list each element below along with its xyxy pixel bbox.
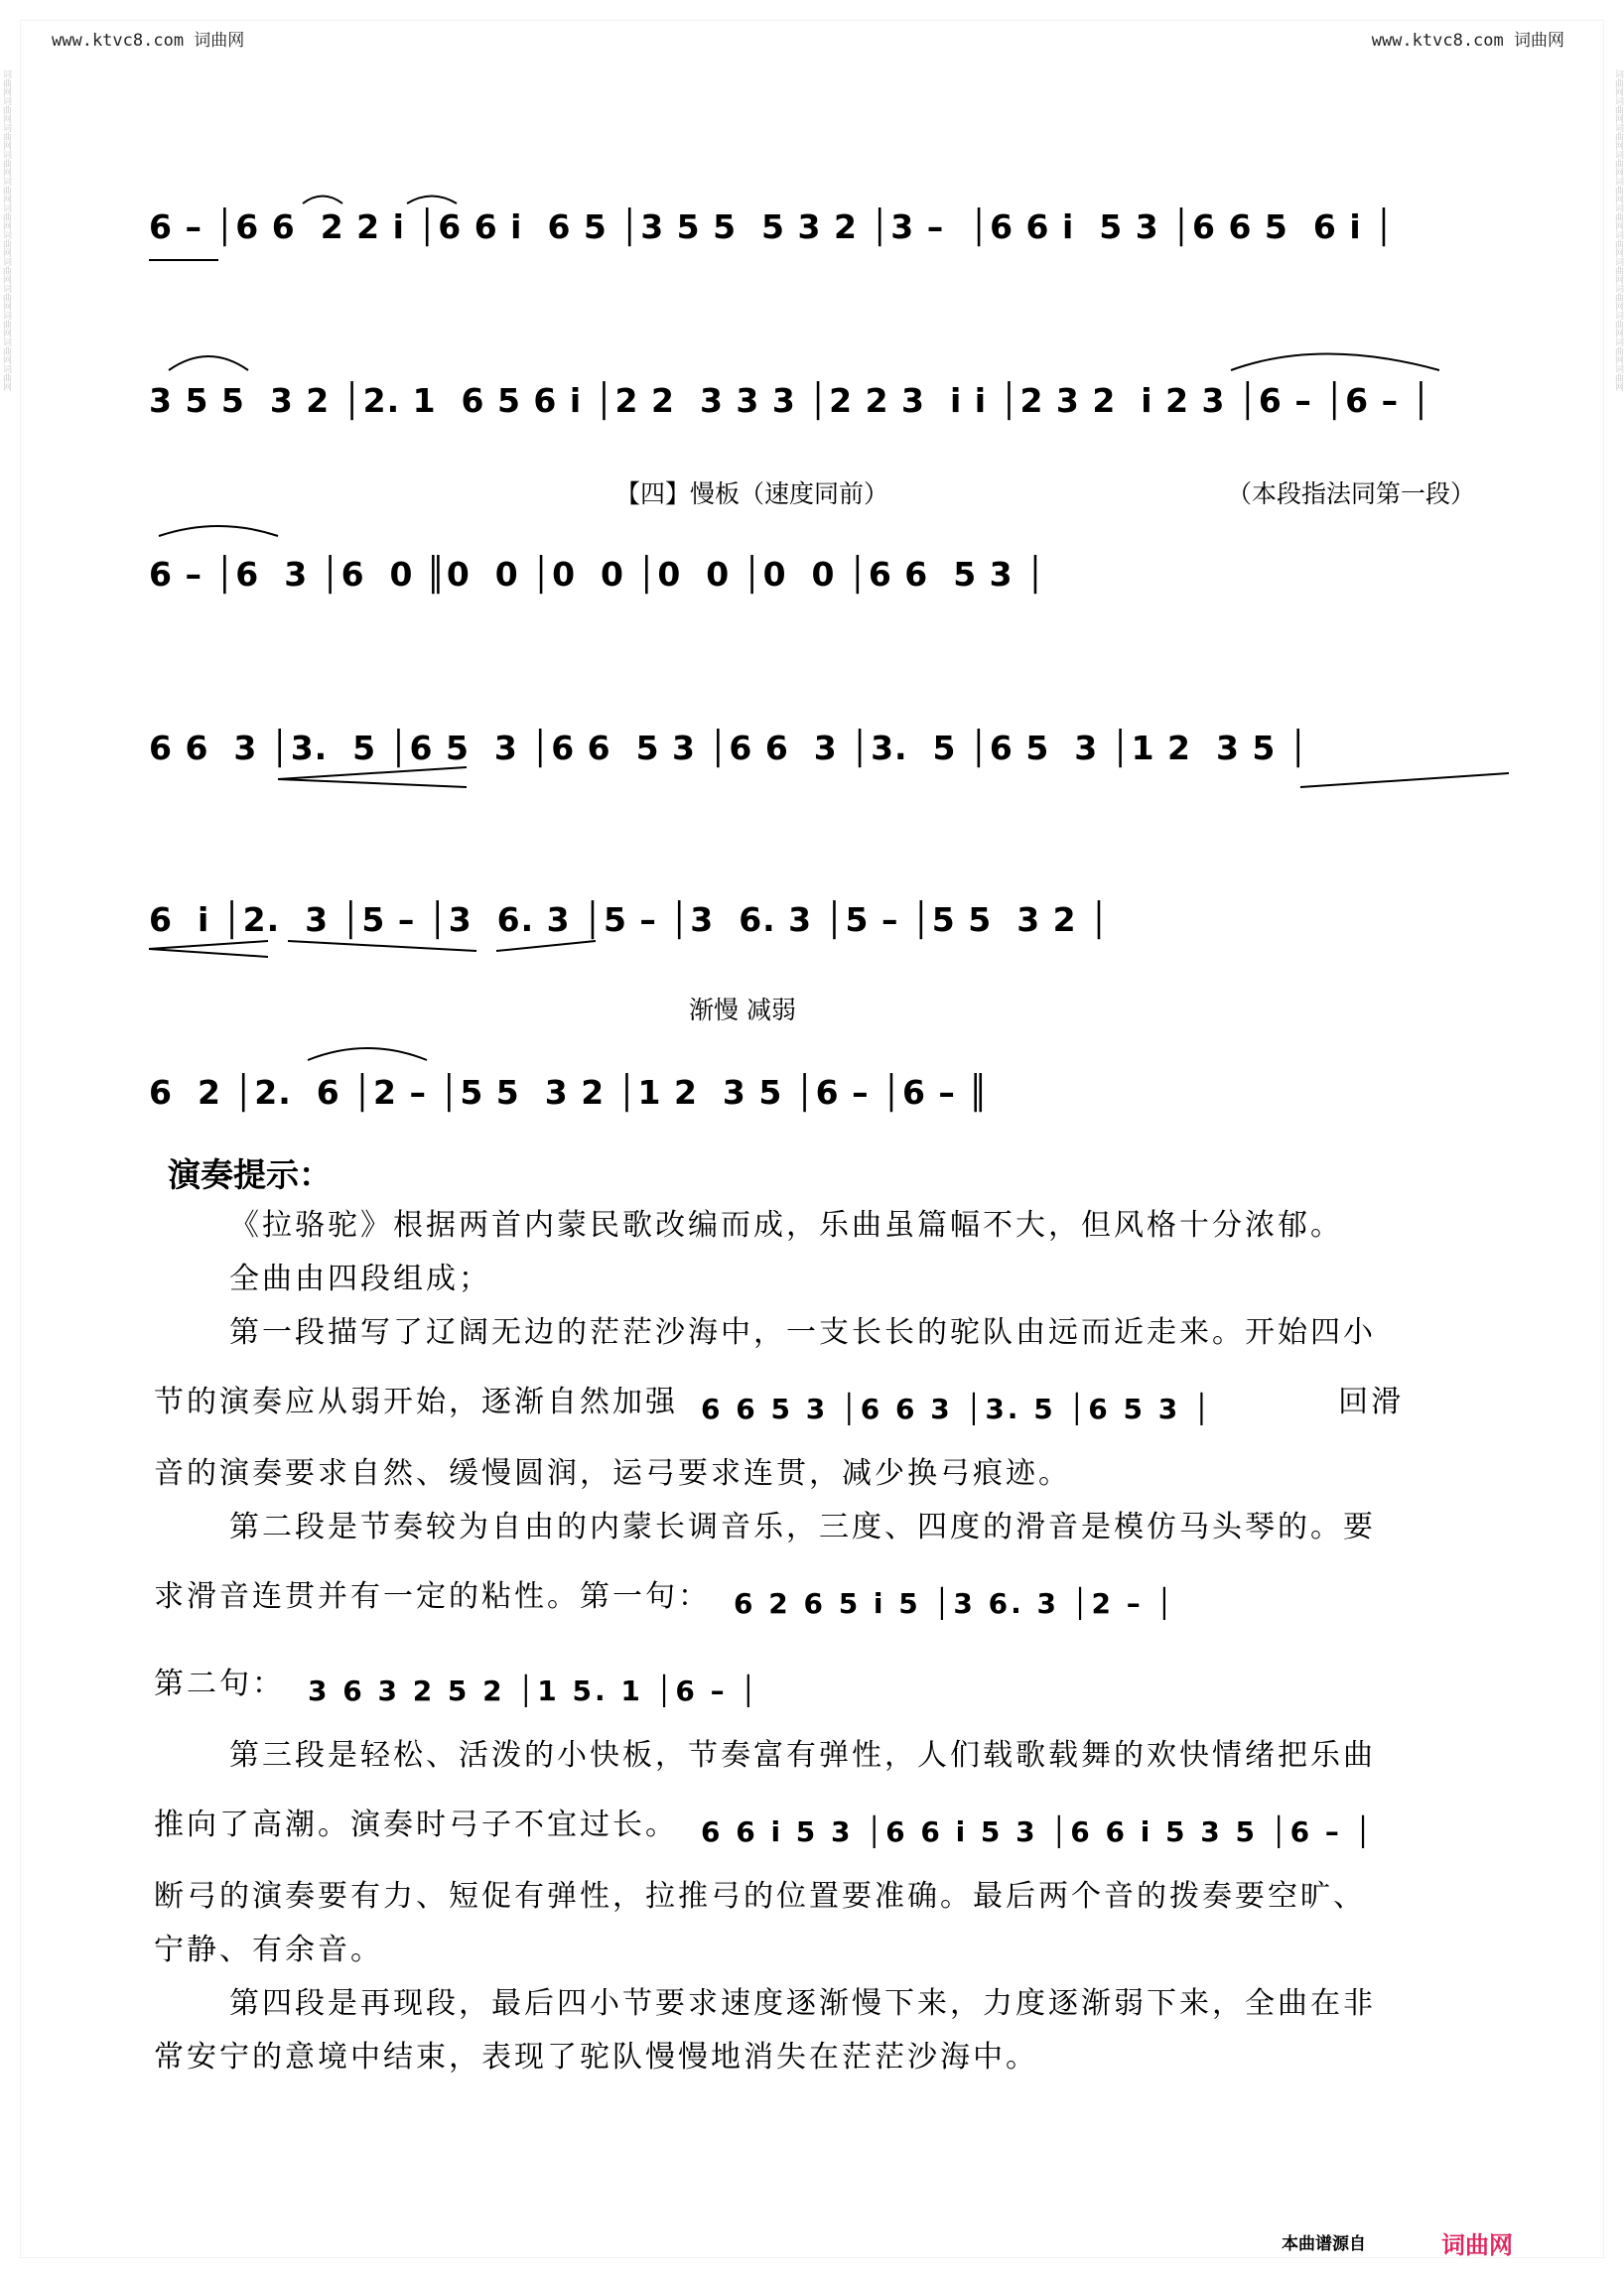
inline-score-3 xyxy=(308,1651,864,1720)
score-line-3 xyxy=(149,496,1525,615)
notes-paragraph-3b-pre: 节的演奏应从弱开始，逐渐自然加强 xyxy=(154,1385,678,1419)
notes-paragraph-4b xyxy=(154,1563,1484,1633)
notes-paragraph-5a: 第三段是轻松、活泼的小快板，节奏富有弹性，人们载歌载舞的欢快情绪把乐曲 xyxy=(229,1738,1376,1773)
notes-paragraph-5d: 宁静、有余音。 xyxy=(154,1933,383,1967)
tempo-mark: 渐慢 减弱 xyxy=(689,996,796,1024)
header-url-right[interactable]: www.ktvc8.com 词曲网 xyxy=(1371,31,1564,51)
footer-brand-link[interactable]: 词曲网 xyxy=(1441,2231,1513,2259)
score-line-2-notes: 3 5 5 3 2 │2. 1 6 5 6 i │2 2 3 3 3 │2 2 3 i i │2 3 2 i 2 3 │6 – │6 – │ xyxy=(149,381,1432,420)
inline-score-4 xyxy=(701,1792,1416,1861)
side-watermark-right: 词曲网词曲网词曲网词曲网词曲网词曲网词曲网词曲网词曲网词曲网词曲网词曲网 xyxy=(1613,69,1623,391)
notes-paragraph-5c: 断弓的演奏要有力、短促有弹性，拉推弓的位置要准确。最后两个音的拨奏要空旷、 xyxy=(154,1879,1366,1914)
score-line-1-notes: 6 – │6 6 2 2 i │6 6 i 6 5 │3 5 5 5 3 2 │3 – │6 6 i 5 3 │6 6 5 6 i │ xyxy=(149,207,1395,246)
notes-paragraph-2: 全曲由四段组成； xyxy=(229,1262,491,1296)
score-line-2 xyxy=(149,323,1525,442)
notes-paragraph-1: 《拉骆驼》根据两首内蒙民歌改编而成，乐曲虽篇幅不大，但风格十分浓郁。 xyxy=(229,1208,1343,1243)
score-line-3-notes: 6 – │6 3 │6 0 ║0 0 │0 0 │0 0 │0 0 │6 6 5 3 │ xyxy=(149,555,1047,594)
side-watermark-left: 词曲网词曲网词曲网词曲网词曲网词曲网词曲网词曲网词曲网词曲网词曲网词曲网 xyxy=(1,69,11,391)
notes-paragraph-3b-post: 回滑 xyxy=(1338,1385,1405,1419)
notes-paragraph-5b-pre: 推向了高潮。演奏时弓子不宜过长。 xyxy=(154,1808,678,1842)
notes-paragraph-6a: 第四段是再现段，最后四小节要求速度逐渐慢下来，力度逐渐弱下来，全曲在非 xyxy=(229,1986,1376,2021)
score-line-6 xyxy=(149,1014,1525,1134)
inline-score-4-text: 6 6 i 5 3 │6 6 i 5 3 │6 6 i 5 3 5 │6 – │ xyxy=(700,1815,1374,1848)
inline-score-2 xyxy=(734,1563,1289,1633)
performance-notes xyxy=(154,1149,1484,2093)
notes-paragraph-4c-pre: 第二句： xyxy=(154,1667,285,1701)
notes-paragraph-4a: 第二段是节奏较为自由的内蒙长调音乐，三度、四度的滑音是模仿马头琴的。要 xyxy=(229,1510,1376,1544)
score-line-5 xyxy=(149,842,1525,961)
notes-paragraph-4b-pre: 求滑音连贯并有一定的粘性。第一句： xyxy=(154,1579,711,1614)
section-note: （本段指法同第一段） xyxy=(1226,479,1475,508)
score-line-6-notes: 6 2 │2. 6 │2 – │5 5 3 2 │1 2 3 5 │6 – │6 – ║ xyxy=(149,1073,990,1112)
section-label: 【四】慢板（速度同前） xyxy=(615,479,889,508)
notes-paragraph-3c: 音的演奏要求自然、缓慢圆润，运弓要求连贯，减少换弓痕迹。 xyxy=(154,1456,1071,1491)
inline-score-3-text: 3 6 3 2 5 2 │1 5. 1 │6 – │ xyxy=(307,1675,759,1707)
header-url-left[interactable]: www.ktvc8.com 词曲网 xyxy=(52,31,245,51)
notes-paragraph-3b xyxy=(154,1369,1484,1438)
notes-paragraph-6b: 常安宁的意境中结束，表现了驼队慢慢地消失在茫茫沙海中。 xyxy=(154,2040,1038,2075)
score-line-5-notes: 6 i │2. 3 │5 – │3 6. 3 │5 – │3 6. 3 │5 – │5 5 3 2 │ xyxy=(149,900,1110,939)
footer-source-label: 本曲谱源自 xyxy=(1282,2234,1366,2254)
notes-title: 演奏提示： xyxy=(168,1155,332,1194)
notes-paragraph-3a: 第一段描写了辽阔无边的茫茫沙海中，一支长长的驼队由远而近走来。开始四小 xyxy=(229,1315,1376,1350)
inline-score-2-text: 6 2 6 5 i 5 │3 6. 3 │2 – │ xyxy=(733,1587,1175,1620)
score-line-1 xyxy=(149,149,1525,268)
inline-score-1 xyxy=(701,1369,1316,1438)
notes-paragraph-5b xyxy=(154,1792,1484,1861)
score-line-4 xyxy=(149,670,1525,789)
notes-paragraph-4c xyxy=(154,1651,1484,1720)
score-line-4-notes: 6 6 3 │3. 5 │6 5 3 │6 6 5 3 │6 6 3 │3. 5 │6 5 3 │1 2 3 5 │ xyxy=(149,729,1309,767)
inline-score-1-text: 6 6 5 3 │6 6 3 │3. 5 │6 5 3 │ xyxy=(700,1393,1213,1425)
